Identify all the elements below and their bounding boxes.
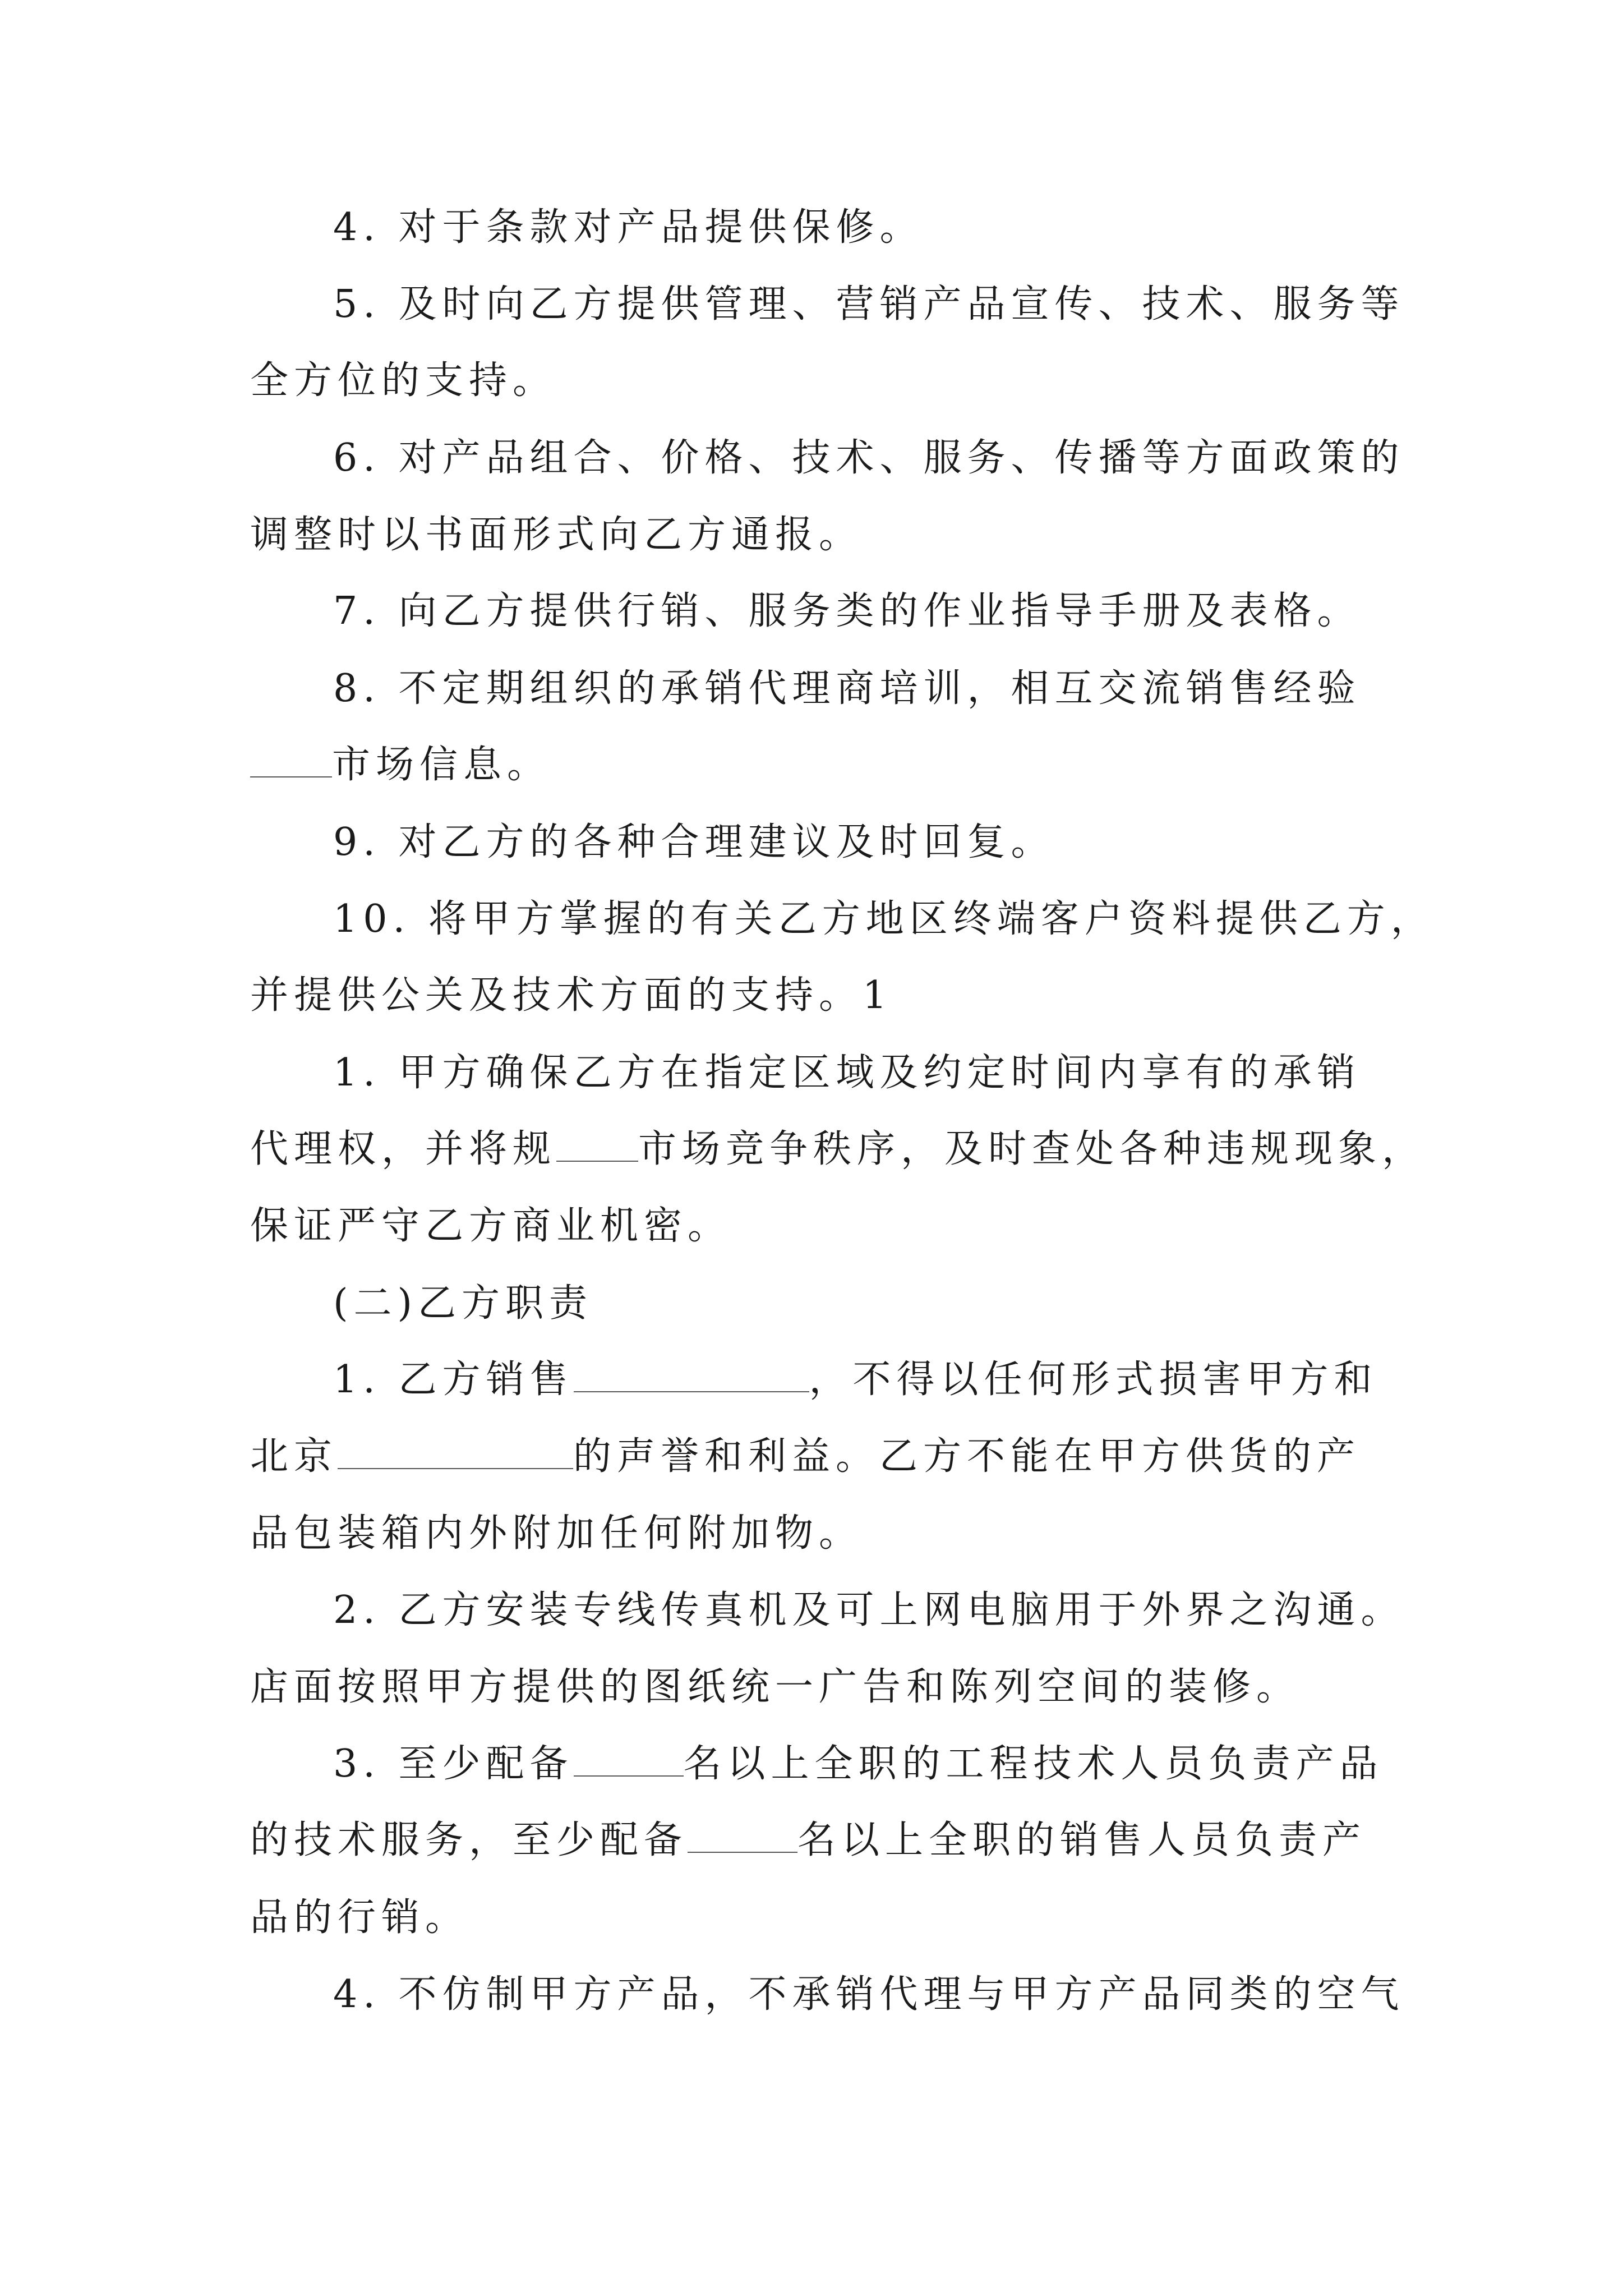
- fill-in-blank: [574, 1746, 684, 1777]
- paragraph-line: 2. 乙方安装专线传真机及可上网电脑用于外界之沟通。: [333, 1588, 1405, 1632]
- paragraph-text: 代理权，并将规: [250, 1127, 557, 1171]
- paragraph-text: 北京: [250, 1434, 338, 1479]
- paragraph-text: ，不得以任何形式损害甲方和: [809, 1358, 1378, 1402]
- paragraph-text: 3. 至少配备: [333, 1742, 574, 1786]
- paragraph-line: 店面按照甲方提供的图纸统一广告和陈列空间的装修。: [250, 1665, 1301, 1709]
- fill-in-blank: [338, 1439, 573, 1469]
- paragraph-line: [250, 1434, 1361, 1479]
- fill-in-blank: [574, 1362, 809, 1392]
- paragraph-line: 4. 不仿制甲方产品，不承销代理与甲方产品同类的空气: [333, 1972, 1405, 2017]
- paragraph-text: 市场信息。: [332, 743, 551, 787]
- paragraph-line: 6. 对产品组合、价格、技术、服务、传播等方面政策的: [333, 436, 1405, 480]
- paragraph-line: [333, 1358, 1378, 1402]
- paragraph-line: [250, 1127, 1426, 1171]
- paragraph-line: 7. 向乙方提供行销、服务类的作业指导手册及表格。: [333, 589, 1361, 633]
- paragraph-text: 的技术服务，至少配备: [250, 1818, 688, 1862]
- paragraph-line: 品包装箱内外附加任何附加物。: [250, 1511, 863, 1556]
- paragraph-line: 品的行销。: [250, 1895, 469, 1940]
- paragraph-line: 10. 将甲方掌握的有关乙方地区终端客户资料提供乙方，: [333, 897, 1435, 941]
- paragraph-line: 4. 对于条款对产品提供保修。: [333, 205, 924, 250]
- paragraph-line: [333, 1742, 1384, 1786]
- paragraph-text: 名以上全职的工程技术人员负责产品: [683, 1742, 1384, 1786]
- paragraph-text: 1. 乙方销售: [333, 1358, 574, 1402]
- paragraph-line: [250, 1818, 1367, 1862]
- paragraph-text: 的声誉和利益。乙方不能在甲方供货的产: [573, 1434, 1361, 1479]
- paragraph-line: 全方位的支持。: [250, 358, 557, 403]
- paragraph-text: 名以上全职的销售人员负责产: [797, 1818, 1367, 1862]
- paragraph-line: 1. 甲方确保乙方在指定区域及约定时间内享有的承销: [333, 1051, 1361, 1095]
- paragraph-line: [250, 743, 551, 787]
- paragraph-line: 并提供公关及技术方面的支持。1: [250, 973, 893, 1018]
- paragraph-text: 市场竞争秩序，及时查处各种违规现象，: [638, 1127, 1426, 1171]
- paragraph-line: 5. 及时向乙方提供管理、营销产品宣传、技术、服务等: [333, 282, 1405, 326]
- paragraph-line: 9. 对乙方的各种合理建议及时回复。: [333, 820, 1055, 864]
- document-page: [250, 0, 1435, 2296]
- paragraph-line: 调整时以书面形式向乙方通报。: [250, 513, 863, 557]
- fill-in-blank: [250, 747, 332, 777]
- paragraph-line: 8. 不定期组织的承销代理商培训，相互交流销售经验: [333, 666, 1361, 711]
- fill-in-blank: [556, 1131, 638, 1162]
- paragraph-line: 保证严守乙方商业机密。: [250, 1204, 732, 1248]
- section-heading: (二)乙方职责: [333, 1281, 593, 1326]
- fill-in-blank: [688, 1823, 797, 1853]
